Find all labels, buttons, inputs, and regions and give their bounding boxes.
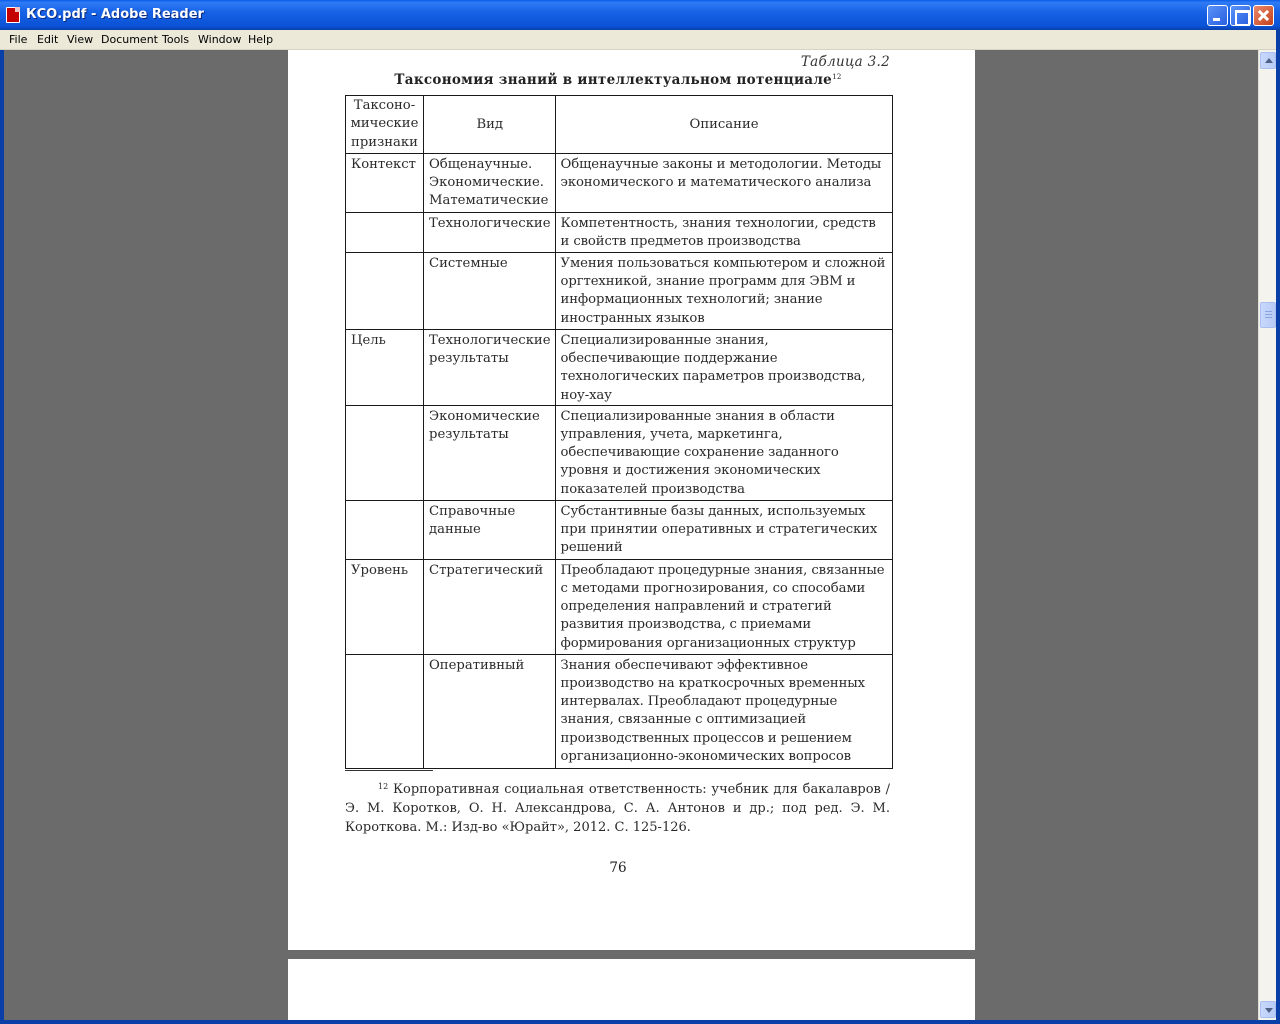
table-row: [346, 154, 893, 213]
grip-line: [1265, 311, 1272, 312]
cell-kind: Стратегический: [424, 559, 556, 654]
window-frame-right: [1276, 30, 1280, 1024]
grip-line: [1265, 317, 1272, 318]
column-header-description: Описание: [555, 96, 892, 154]
cell-kind: Технологические результаты: [424, 330, 556, 406]
menu-help[interactable]: Help: [248, 33, 274, 46]
menu-view[interactable]: View: [67, 33, 94, 46]
cell-feature: [346, 213, 424, 253]
column-header-feature: Таксоно-мические признаки: [346, 96, 424, 154]
table-row: [346, 213, 893, 253]
table-row: [346, 559, 893, 654]
column-header-kind: Вид: [424, 96, 556, 154]
pdf-page: [288, 50, 975, 950]
cell-description: Компетентность, знания технологии, средств и свойств предметов производства: [555, 213, 892, 253]
grip-line: [1265, 314, 1272, 315]
table-row: [346, 330, 893, 406]
menu-file[interactable]: File: [9, 33, 28, 46]
cell-description: Умения пользоваться компьютером и сложной оргтехникой, знание программ для ЭВМ и информационных технологий; знание иностранных языков: [555, 253, 892, 330]
page-number: 76: [609, 860, 627, 876]
footnote-mark: 12: [378, 782, 389, 791]
scroll-up-button[interactable]: [1260, 52, 1276, 69]
close-icon: [1254, 6, 1273, 25]
cell-feature: Уровень: [346, 559, 424, 654]
table-header-row: [346, 96, 893, 154]
table-row: [346, 654, 893, 768]
cell-description: Специализированные знания в области управления, учета, маркетинга, обеспечивающие сохранение заданного уровня и достижения экономических показателей производства: [555, 405, 892, 500]
cell-feature: Контекст: [346, 154, 424, 213]
scrollbar-thumb[interactable]: [1260, 302, 1276, 328]
scroll-up-arrow-icon: [1265, 58, 1273, 63]
table-title-text: Таксономия знаний в интеллектуальном потенциале: [394, 72, 833, 88]
footnote-text: Корпоративная социальная ответственность: учебник для бакалавров / Э. М. Коротков, О. Н. Александрова, С. А. Антонов и др.; под ред. Э. М. Короткова. М.: Изд-во «Юрайт», 2012. С. 125-126.: [345, 782, 890, 835]
minimize-icon: [1208, 6, 1227, 25]
menu-edit[interactable]: Edit: [37, 33, 59, 46]
cell-description: Специализированные знания, обеспечивающие поддержание технологических параметров производства, ноу-хау: [555, 330, 892, 406]
cell-description: Субстантивные базы данных, используемых при принятии оперативных и стратегических решений: [555, 500, 892, 559]
cell-kind: Справочные данные: [424, 500, 556, 559]
table-row: [346, 405, 893, 500]
taxonomy-table: [345, 95, 893, 769]
menu-document[interactable]: Document: [101, 33, 158, 46]
cell-feature: [346, 253, 424, 330]
cell-description: Общенаучные законы и методологии. Методы экономического и математического анализа: [555, 154, 892, 213]
cell-feature: [346, 405, 424, 500]
menu-window[interactable]: Window: [198, 33, 242, 46]
vertical-scrollbar[interactable]: [1258, 50, 1276, 1020]
table-row: [346, 500, 893, 559]
document-viewport[interactable]: [4, 50, 1258, 1020]
cell-description: Преобладают процедурные знания, связанные с методами прогнозирования, со способами определения направлений и стратегий развития производства, с приемами формирования организационных структур: [555, 559, 892, 654]
footnote-divider: [345, 770, 433, 771]
table-title: [288, 72, 948, 88]
close-button[interactable]: [1253, 5, 1274, 26]
cell-description: Знания обеспечивают эффективное производство на краткосрочных временных интервалах. Преобладают процедурные знания, связанные с оптимизацией производственных процессов и решением организационно-экономических вопросов: [555, 654, 892, 768]
menu-bar: [0, 30, 1280, 50]
cell-feature: [346, 654, 424, 768]
maximize-icon: [1231, 6, 1250, 25]
table-row: [346, 253, 893, 330]
maximize-button[interactable]: [1230, 5, 1251, 26]
footnote: [345, 777, 890, 837]
minimize-button[interactable]: [1207, 5, 1228, 26]
title-bar[interactable]: [0, 0, 1280, 30]
cell-kind: Экономические результаты: [424, 405, 556, 500]
footnote-reference: 12: [832, 73, 842, 81]
cell-feature: [346, 500, 424, 559]
cell-feature: Цель: [346, 330, 424, 406]
cell-kind: Технологические: [424, 213, 556, 253]
menu-tools[interactable]: Tools: [162, 33, 190, 46]
window-title: КСО.pdf - Adobe Reader: [26, 7, 204, 22]
pdf-document-icon[interactable]: [6, 7, 20, 23]
cell-kind: Общенаучные. Экономические. Математические: [424, 154, 556, 213]
scroll-down-button[interactable]: [1260, 1001, 1276, 1018]
cell-kind: Системные: [424, 253, 556, 330]
table-caption: Таблица 3.2: [800, 54, 890, 70]
window-frame-bottom: [0, 1020, 1280, 1024]
cell-kind: Оперативный: [424, 654, 556, 768]
scroll-down-arrow-icon: [1265, 1008, 1273, 1013]
next-pdf-page: [288, 959, 975, 1020]
